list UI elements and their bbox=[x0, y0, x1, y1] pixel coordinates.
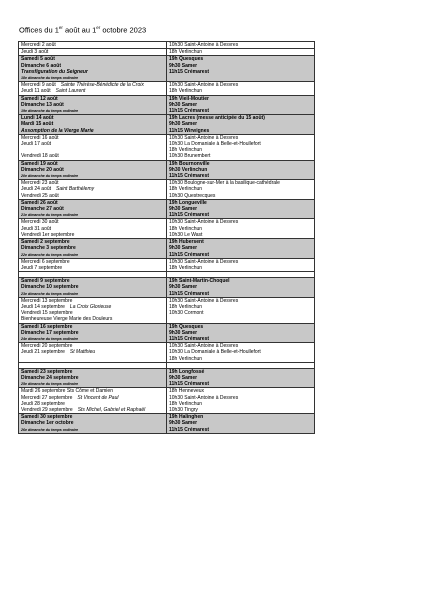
line-text: 10h30 Saint-Antoine à Desvres bbox=[169, 258, 239, 265]
schedule-line bbox=[21, 173, 164, 179]
line-text: 10h30 Brunembert bbox=[169, 153, 211, 160]
line-text: Samedi 5 août bbox=[21, 56, 55, 63]
schedule-line bbox=[169, 252, 312, 258]
mass-cell bbox=[167, 219, 315, 239]
schedule-line bbox=[169, 49, 312, 55]
feast-name: La Croix Glorieuse bbox=[69, 303, 112, 310]
schedule-table bbox=[18, 41, 315, 434]
line-text: 18h Verlinchun bbox=[169, 303, 203, 310]
line-text: Samedi 23 septembre bbox=[21, 368, 73, 375]
line-text: Jeudi 11 août bbox=[21, 88, 51, 95]
schedule-line bbox=[169, 265, 312, 271]
schedule-line bbox=[21, 316, 164, 322]
line-text: 18h Verlinchun bbox=[169, 264, 203, 271]
line-text: Dimanche 13 août bbox=[21, 101, 64, 108]
schedule-line bbox=[169, 356, 312, 362]
line-text: Dimanche 27 août bbox=[21, 206, 64, 213]
line-text: Jeudi 3 août bbox=[21, 49, 49, 56]
line-text: 9h30 Samer bbox=[169, 374, 198, 381]
line-text: 18e dimanche du temps ordinaire bbox=[21, 76, 79, 81]
schedule-row bbox=[19, 115, 315, 135]
line-text: 10h30 Saint-Antoine à Desvres bbox=[169, 297, 239, 304]
date-cell bbox=[19, 134, 167, 160]
schedule-line bbox=[169, 128, 312, 134]
line-text: Mercredi 13 septembre bbox=[21, 297, 73, 304]
line-text: 10h30 Saint-Antoine à Desvres bbox=[169, 219, 239, 226]
date-cell bbox=[19, 323, 167, 343]
schedule-row bbox=[19, 49, 315, 56]
line-text: 9h30 Samer bbox=[169, 121, 198, 128]
schedule-line bbox=[21, 381, 164, 387]
date-cell bbox=[19, 297, 167, 323]
line-text: Samedi 16 septembre bbox=[21, 323, 73, 330]
feast-name: St Vincent de Paul bbox=[77, 394, 119, 401]
title-text: Offices du 1 bbox=[19, 25, 59, 35]
line-text: Dimanche 1er octobre bbox=[21, 420, 74, 427]
line-text: Mercredi 30 août bbox=[21, 219, 59, 226]
schedule-row bbox=[19, 199, 315, 219]
line-text: Mercredi 6 septembre bbox=[21, 258, 70, 265]
schedule-line bbox=[169, 69, 312, 75]
schedule-row bbox=[19, 95, 315, 115]
schedule-row bbox=[19, 343, 315, 363]
feast-name: St Matthieu bbox=[69, 349, 96, 356]
schedule-body bbox=[19, 42, 315, 434]
line-text: Dimanche 6 août bbox=[21, 62, 62, 69]
schedule-line bbox=[169, 407, 312, 413]
mass-cell bbox=[167, 95, 315, 115]
date-cell bbox=[19, 368, 167, 388]
line-text: Vendredi 25 août bbox=[21, 192, 59, 199]
schedule-line bbox=[21, 212, 164, 218]
mass-cell bbox=[167, 414, 315, 434]
feast-name: Saint Barthélemy bbox=[56, 186, 95, 193]
line-text: 18h Verlinchun bbox=[169, 400, 203, 407]
date-cell bbox=[19, 160, 167, 180]
feast-name: Sainte Thérèse-Bénédicte de la Croix bbox=[60, 82, 144, 89]
line-text: 11h15 Crémarest bbox=[169, 426, 210, 433]
line-text: Dimanche 20 août bbox=[21, 166, 64, 173]
schedule-line bbox=[21, 128, 164, 134]
mass-cell bbox=[167, 388, 315, 414]
line-text: 11h15 Crémarest bbox=[169, 335, 210, 342]
line-text: Mercredi 9 août bbox=[21, 82, 56, 89]
schedule-line bbox=[169, 173, 312, 179]
line-text: Mercredi 23 août bbox=[21, 180, 59, 187]
line-text: Lundi 14 août bbox=[21, 115, 54, 122]
schedule-line bbox=[21, 252, 164, 258]
line-text: 18h Verlinchun bbox=[169, 147, 203, 154]
line-text: 19h Lacres (messe anticipée du 15 août) bbox=[169, 115, 265, 122]
schedule-line bbox=[169, 153, 312, 159]
schedule-row bbox=[19, 297, 315, 323]
schedule-line bbox=[21, 153, 164, 159]
schedule-line bbox=[21, 75, 164, 81]
line-text: 18h Verlinchun bbox=[169, 186, 203, 193]
schedule-line bbox=[21, 88, 164, 94]
line-text: 18h Verlinchun bbox=[169, 88, 203, 95]
line-text: Mardi 15 août bbox=[21, 121, 54, 128]
line-text: Vendredi 18 août bbox=[21, 153, 59, 160]
line-text: 9h30 Samer bbox=[169, 420, 198, 427]
schedule-row bbox=[19, 258, 315, 271]
schedule-line bbox=[169, 316, 312, 322]
date-cell bbox=[19, 56, 167, 82]
line-text: Mercredi 2 août bbox=[21, 42, 56, 48]
schedule-line bbox=[21, 42, 164, 48]
mass-cell bbox=[167, 82, 315, 95]
schedule-row bbox=[19, 134, 315, 160]
line-text: 10h30 Saint-Antoine à Desvres bbox=[169, 134, 239, 141]
line-text: 19h Longfossé bbox=[169, 368, 205, 375]
schedule-row bbox=[19, 239, 315, 259]
schedule-line bbox=[169, 427, 312, 433]
line-text: Mercredi 20 septembre bbox=[21, 343, 73, 350]
line-text: 9h30 Samer bbox=[169, 62, 198, 69]
line-text: Samedi 12 août bbox=[21, 95, 58, 102]
schedule-line bbox=[21, 193, 164, 199]
schedule-line bbox=[21, 232, 164, 238]
date-cell bbox=[19, 199, 167, 219]
line-text bbox=[21, 356, 22, 362]
schedule-line bbox=[169, 108, 312, 114]
line-text: 10h30 La Domaniale à Belle-et-Houllefort bbox=[169, 349, 261, 356]
schedule-row bbox=[19, 368, 315, 388]
page-title bbox=[19, 25, 146, 35]
line-text: 11h15 Crémarest bbox=[169, 290, 210, 297]
line-text: 11h15 Crémarest bbox=[169, 381, 210, 388]
schedule-row bbox=[19, 42, 315, 49]
mass-cell bbox=[167, 115, 315, 135]
schedule-row bbox=[19, 82, 315, 95]
line-text: 18h Verlinchun bbox=[169, 225, 203, 232]
schedule-row bbox=[19, 278, 315, 298]
date-cell bbox=[19, 343, 167, 363]
date-cell bbox=[19, 42, 167, 49]
schedule-line bbox=[21, 108, 164, 114]
line-text: Vendredi 1er septembre bbox=[21, 231, 75, 238]
line-text: 19h Saint-Martin-Choquel bbox=[169, 278, 230, 285]
schedule-line bbox=[169, 193, 312, 199]
line-text: 10h30 Le Wast bbox=[169, 231, 203, 238]
line-text: Vendredi 15 septembre bbox=[21, 310, 73, 317]
line-text: Jeudi 21 septembre bbox=[21, 349, 65, 356]
mass-cell bbox=[167, 42, 315, 49]
schedule-row bbox=[19, 414, 315, 434]
line-text: Samedi 26 août bbox=[21, 199, 58, 206]
line-text: 18h Verlinchun bbox=[169, 355, 203, 362]
title-sup-1: er bbox=[58, 25, 63, 30]
title-mid: août au 1 bbox=[62, 25, 97, 35]
line-text: 18h Henneveux bbox=[169, 388, 205, 395]
line-text bbox=[21, 147, 22, 153]
line-text: 10h30 La Domaniale à Belle-et-Houllefort bbox=[169, 141, 261, 148]
mass-cell bbox=[167, 368, 315, 388]
line-text: Transfiguration du Seigneur bbox=[21, 68, 88, 75]
schedule-line bbox=[169, 291, 312, 297]
line-text: 19h Halinghen bbox=[169, 414, 204, 421]
schedule-row bbox=[19, 323, 315, 343]
line-text: 22e dimanche du temps ordinaire bbox=[21, 252, 79, 257]
line-text: 9h30 Samer bbox=[169, 245, 198, 252]
line-text: Mercredi 16 août bbox=[21, 134, 59, 141]
mass-cell bbox=[167, 199, 315, 219]
date-cell bbox=[19, 278, 167, 298]
line-text: 9h30 Samer bbox=[169, 101, 198, 108]
line-text: Jeudi 7 septembre bbox=[21, 264, 63, 271]
line-text: 21e dimanche du temps ordinaire bbox=[21, 213, 79, 218]
date-cell bbox=[19, 239, 167, 259]
schedule-line bbox=[21, 356, 164, 362]
line-text: Bienheureuse Vierge Marie des Douleurs bbox=[21, 316, 113, 323]
mass-cell bbox=[167, 49, 315, 56]
schedule-line bbox=[21, 407, 164, 413]
line-text: 19h Quesques bbox=[169, 323, 204, 330]
line-text: 11h15 Crémarest bbox=[169, 212, 210, 219]
date-cell bbox=[19, 95, 167, 115]
mass-cell bbox=[167, 56, 315, 82]
line-text: Dimanche 10 septembre bbox=[21, 284, 79, 291]
line-text: 20e dimanche du temps ordinaire bbox=[21, 174, 79, 179]
mass-cell bbox=[167, 160, 315, 180]
line-text: 10h30 Saint-Antoine à Desvres bbox=[169, 82, 239, 89]
date-cell bbox=[19, 180, 167, 200]
line-text: Jeudi 28 septembre bbox=[21, 400, 65, 407]
schedule-row bbox=[19, 160, 315, 180]
line-text: 19h Bournonville bbox=[169, 160, 210, 167]
line-text: Assomption de la Vierge Marie bbox=[21, 127, 94, 134]
date-cell bbox=[19, 82, 167, 95]
schedule-line bbox=[21, 49, 164, 55]
mass-cell bbox=[167, 258, 315, 271]
line-text: 10h30 Saint-Antoine à Desvres bbox=[169, 394, 239, 401]
line-text: Mercredi 27 septembre bbox=[21, 394, 73, 401]
line-text: 10h30 Boulogne-sur-Mer à la basilique-cathédrale bbox=[169, 180, 280, 187]
date-cell bbox=[19, 388, 167, 414]
mass-cell bbox=[167, 134, 315, 160]
line-text: Samedi 2 septembre bbox=[21, 239, 70, 246]
line-text: 10h30 Saint-Antoine à Desvres bbox=[169, 343, 239, 350]
line-text: 19h Longueville bbox=[169, 199, 207, 206]
line-text: 10h30 Cormont bbox=[169, 310, 204, 317]
title-end: octobre 2023 bbox=[100, 25, 147, 35]
schedule-line bbox=[169, 232, 312, 238]
line-text: Jeudi 17 août bbox=[21, 141, 52, 148]
schedule-line bbox=[169, 336, 312, 342]
mass-cell bbox=[167, 180, 315, 200]
line-text: 23e dimanche du temps ordinaire bbox=[21, 291, 79, 296]
line-text: Jeudi 14 septembre bbox=[21, 303, 65, 310]
line-text: 10h30 Questrecques bbox=[169, 192, 216, 199]
schedule-line bbox=[21, 427, 164, 433]
schedule-line bbox=[21, 265, 164, 271]
line-text: 11h15 Crémarest bbox=[169, 173, 210, 180]
line-text: 9h30 Samer bbox=[169, 284, 198, 291]
schedule-row bbox=[19, 180, 315, 200]
mass-cell bbox=[167, 278, 315, 298]
feast-name: Sts Michel, Gabriel et Raphaël bbox=[77, 406, 146, 413]
line-text: 25e dimanche du temps ordinaire bbox=[21, 382, 79, 387]
schedule-row bbox=[19, 56, 315, 82]
line-text: 24e dimanche du temps ordinaire bbox=[21, 336, 79, 341]
line-text bbox=[169, 316, 170, 322]
schedule-line bbox=[169, 42, 312, 48]
line-text: Vendredi 29 septembre bbox=[21, 406, 73, 413]
schedule-row bbox=[19, 219, 315, 239]
mass-cell bbox=[167, 323, 315, 343]
line-text: 19h Hubersent bbox=[169, 239, 204, 246]
date-cell bbox=[19, 219, 167, 239]
schedule-line bbox=[169, 381, 312, 387]
line-text: 19h Quesques bbox=[169, 56, 204, 63]
schedule-row bbox=[19, 388, 315, 414]
line-text: 11h15 Wirwignes bbox=[169, 127, 210, 134]
date-cell bbox=[19, 414, 167, 434]
line-text: Samedi 9 septembre bbox=[21, 278, 70, 285]
date-cell bbox=[19, 258, 167, 271]
line-text: 26e dimanche du temps ordinaire bbox=[21, 427, 79, 432]
line-text: Dimanche 3 septembre bbox=[21, 245, 76, 252]
line-text: Jeudi 24 août bbox=[21, 186, 52, 193]
line-text: Jeudi 31 août bbox=[21, 225, 52, 232]
line-text: 11h15 Crémarest bbox=[169, 68, 210, 75]
mass-cell bbox=[167, 239, 315, 259]
line-text: 11h15 Crémarest bbox=[169, 108, 210, 115]
feast-name: Saint Laurent bbox=[55, 88, 86, 95]
line-text: 9h30 Samer bbox=[169, 329, 198, 336]
line-text: 19e dimanche du temps ordinaire bbox=[21, 109, 79, 114]
line-text: 9h30 Verlinchun bbox=[169, 166, 208, 173]
schedule-line bbox=[169, 88, 312, 94]
line-text: Mardi 26 septembre Sts Côme et Damien bbox=[21, 388, 113, 395]
title-sup-2: er bbox=[96, 25, 101, 30]
mass-cell bbox=[167, 343, 315, 363]
schedule-line bbox=[21, 336, 164, 342]
line-text: Samedi 30 septembre bbox=[21, 414, 73, 421]
date-cell bbox=[19, 49, 167, 56]
mass-cell bbox=[167, 297, 315, 323]
date-cell bbox=[19, 115, 167, 135]
line-text: 19h Vieil-Moutier bbox=[169, 95, 209, 102]
line-text: 10h30 Tingry bbox=[169, 406, 198, 413]
schedule-line bbox=[169, 212, 312, 218]
line-text: 11h15 Crémarest bbox=[169, 251, 210, 258]
line-text: 10h30 Saint-Antoine à Desvres bbox=[169, 42, 239, 48]
schedule-line bbox=[21, 291, 164, 297]
line-text: 9h30 Samer bbox=[169, 206, 198, 213]
line-text: Dimanche 17 septembre bbox=[21, 329, 79, 336]
line-text: Samedi 19 août bbox=[21, 160, 58, 167]
line-text: Dimanche 24 septembre bbox=[21, 374, 79, 381]
line-text: 18h Verlinchun bbox=[169, 49, 203, 56]
